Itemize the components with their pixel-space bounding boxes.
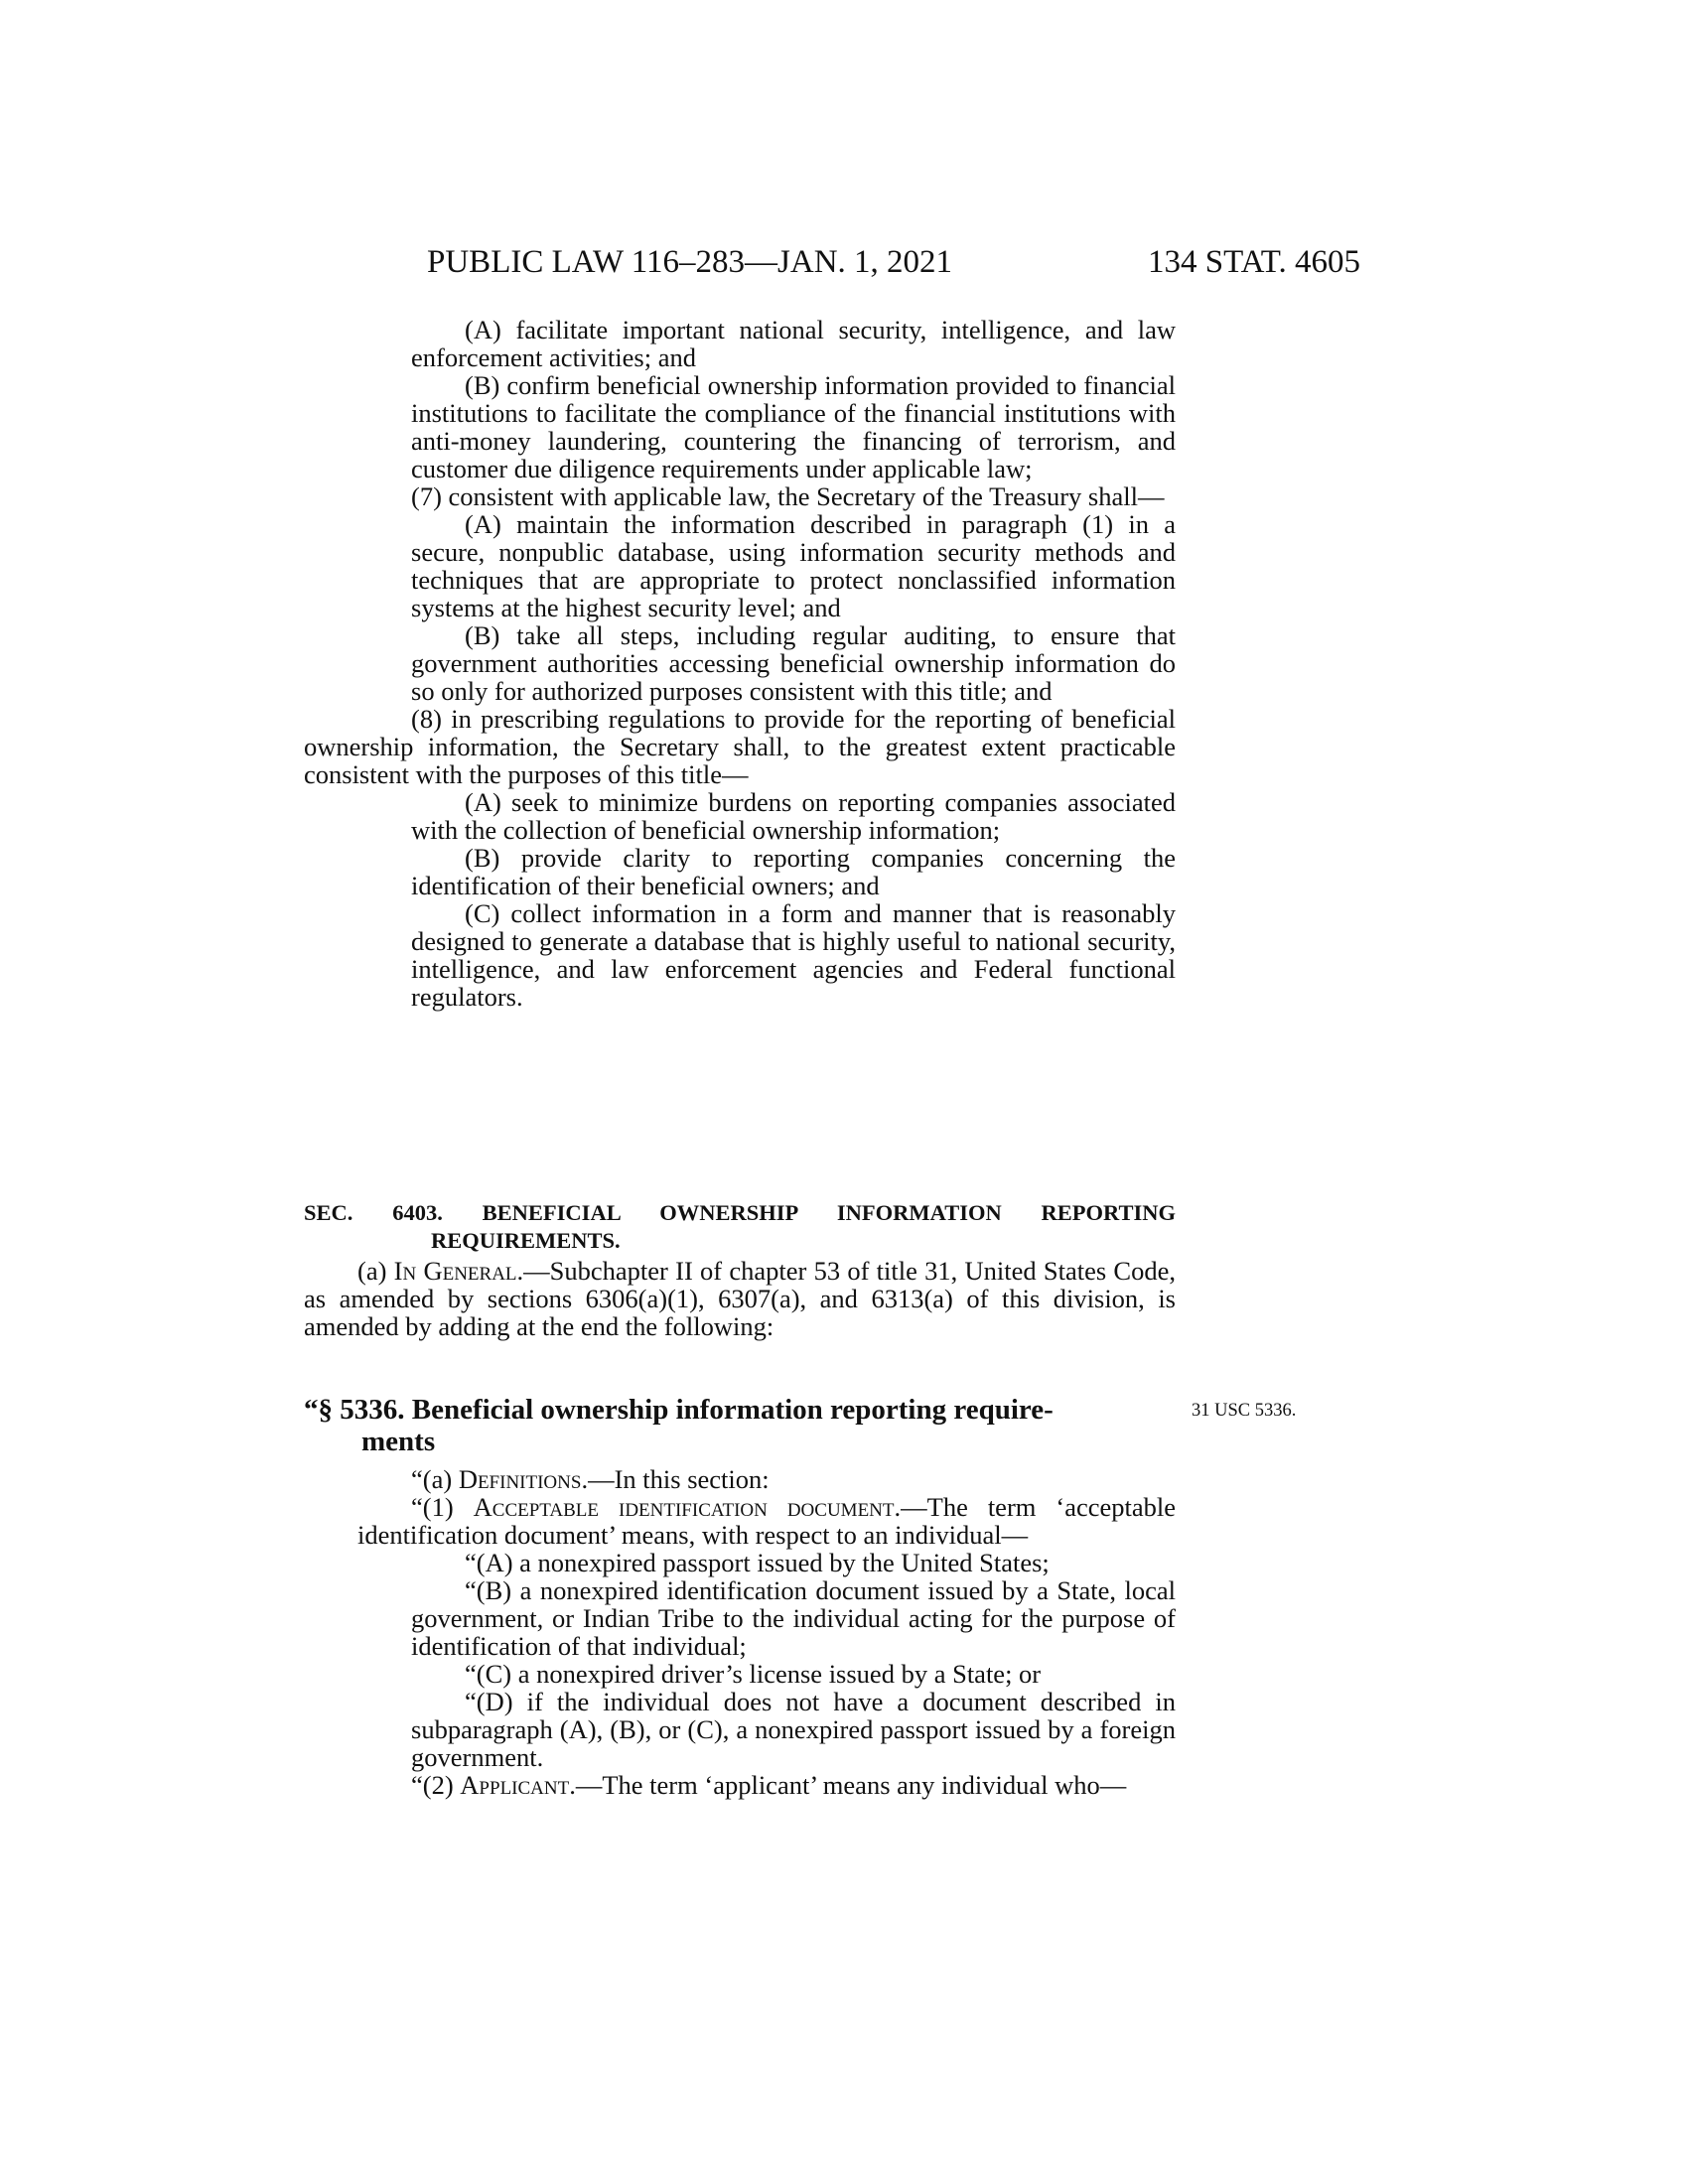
definitions-intro: [304, 1465, 1176, 1493]
definitions-body: .—In this section:: [581, 1464, 770, 1494]
code-section-title-line2: ments: [361, 1426, 436, 1457]
subsection-a-caption: In General: [393, 1256, 517, 1286]
page-header: [427, 244, 1360, 284]
paragraph-7b: (B) take all steps, including regular auditing, to ensure that government authorities accessing beneficial ownership information do so only for authorized purposes consistent with this title; and: [411, 620, 1176, 706]
subsection-a-lead: (a): [357, 1256, 394, 1286]
margin-citation: 31 USC 5336.: [1192, 1401, 1297, 1421]
paragraph-8: (8) in prescribing regulations to provide for the reporting of beneficial ownership information, the Secretary shall, to the greatest extent practicable consistent with the purposes of this title—: [304, 704, 1176, 789]
definition-1-body: .—The term ‘acceptable identification document’ means, with respect to an individual—: [357, 1492, 1176, 1550]
stat-page-number: 134 STAT. 4605: [1147, 244, 1360, 280]
definition-1-caption: Acceptable identification document: [473, 1492, 895, 1522]
definitions-lead: “(a): [411, 1464, 459, 1494]
code-section-title: [304, 1394, 1176, 1457]
definition-1: [357, 1493, 1176, 1549]
definition-1D: “(D) if the individual does not have a document described in subparagraph (A), (B), or (C), a nonexpired passport issued by a foreign government.: [411, 1687, 1176, 1772]
running-head: PUBLIC LAW 116–283—JAN. 1, 2021: [427, 244, 953, 280]
definition-2-lead: “(2): [411, 1770, 461, 1800]
paragraph-6a: (A) facilitate important national security, intelligence, and law enforcement activities; and: [411, 315, 1176, 372]
subsection-a: [304, 1257, 1176, 1340]
paragraph-7a: (A) maintain the information described in paragraph (1) in a secure, nonpublic database, using information security methods and techniques that are appropriate to protect nonclassified information systems at the highest security level; and: [411, 509, 1176, 622]
code-section-title-line1: “§ 5336. Beneficial ownership information reporting require-: [304, 1394, 1054, 1426]
definition-1-lead: “(1): [411, 1492, 474, 1522]
definition-2: [357, 1771, 1176, 1799]
paragraph-8a: (A) seek to minimize burdens on reporting companies associated with the collection of beneficial ownership information;: [411, 787, 1176, 845]
paragraph-7: (7) consistent with applicable law, the Secretary of the Treasury shall—: [411, 481, 1165, 511]
definition-2-body: .—The term ‘applicant’ means any individual who—: [569, 1770, 1127, 1800]
definition-2-caption: Applicant: [460, 1770, 570, 1800]
paragraph-6b: (B) confirm beneficial ownership information provided to financial institutions to facilitate the compliance of the financial institutions with anti-money laundering, countering the financing of terrorism, and customer due diligence requirements under applicable law;: [411, 370, 1176, 483]
subsection-a-text: [304, 1257, 1176, 1340]
subsection-a-body: .—Subchapter II of chapter 53 of title 31, United States Code, as amended by sections 6306(a)(1), 6307(a), and 6313(a) of this division, is amended by adding at the end the following:: [304, 1256, 1176, 1341]
definitions-caption: Definitions: [458, 1464, 582, 1494]
paragraph-8b: (B) provide clarity to reporting companies concerning the identification of their beneficial owners; and: [411, 843, 1176, 900]
paragraph-8c: (C) collect information in a form and manner that is reasonably designed to generate a database that is highly useful to national security, intelligence, and law enforcement agencies and Federal functional regulators.: [411, 898, 1176, 1012]
section-heading-line2: REQUIREMENTS.: [431, 1228, 621, 1253]
body-text-upper: [304, 315, 1176, 1012]
definition-1C: “(C) a nonexpired driver’s license issued by a State; or: [465, 1659, 1042, 1689]
definition-1A: “(A) a nonexpired passport issued by the United States;: [465, 1548, 1050, 1577]
section-heading: [304, 1199, 1176, 1255]
definitions-text: [357, 1465, 1176, 1799]
definition-1B: “(B) a nonexpired identification document issued by a State, local government, or Indian Tribe to the individual acting for the purpose of identification of that individual;: [411, 1575, 1176, 1661]
section-heading-line1: SEC. 6403. BENEFICIAL OWNERSHIP INFORMATION REPORTING: [304, 1200, 1176, 1225]
